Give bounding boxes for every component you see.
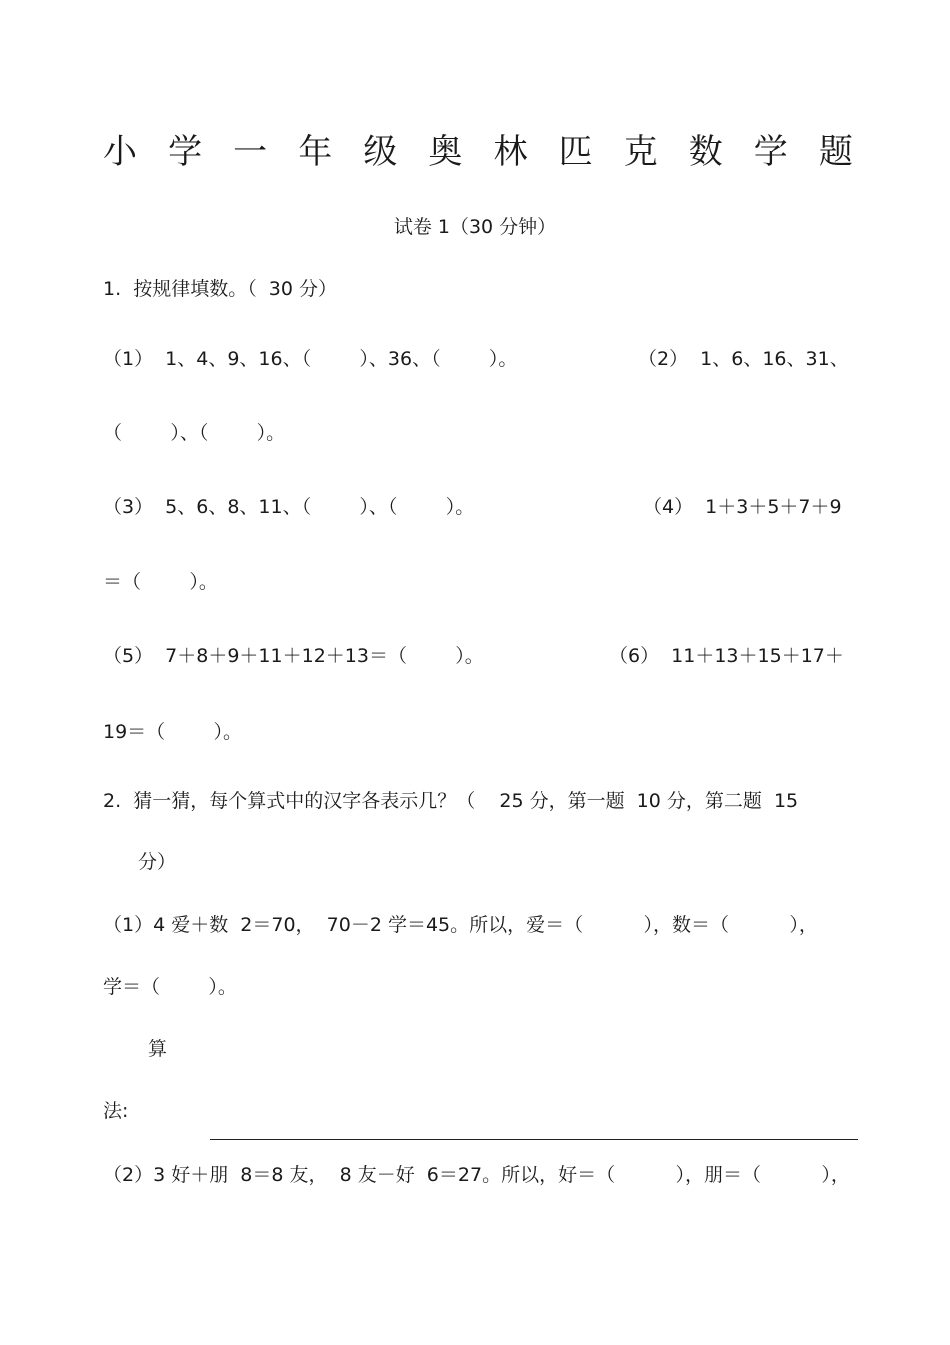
title-char: 级: [363, 132, 398, 172]
q1-item-2-cont: （ ）、（ ）。: [103, 422, 286, 444]
title-char: 学: [168, 132, 203, 172]
page-title: [103, 132, 853, 172]
q1-item-6: （6） 11＋13＋15＋17＋: [609, 645, 844, 667]
q1-item-6-cont: 19＝（ ）。: [103, 721, 242, 743]
q1-item-2: （2） 1、6、16、31、: [638, 348, 849, 370]
q2-heading-cont: 分）: [138, 851, 177, 873]
q2-item-2: （2）3 好＋朋 8＝8 友， 8 友－好 6＝27。所以，好＝（ ），朋＝（ ），: [103, 1164, 850, 1186]
title-char: 题: [818, 132, 853, 172]
exam-subtitle: 试卷 1（30 分钟）: [393, 216, 557, 238]
q1-item-5: （5） 7＋8＋9＋11＋12＋13＝（ ）。: [103, 645, 484, 667]
q1-heading: 1. 按规律填数。（ 30 分）: [103, 278, 338, 300]
title-char: 学: [753, 132, 788, 172]
title-char: 一: [233, 132, 268, 172]
q1-item-4: （4） 1＋3＋5＋7＋9: [643, 496, 842, 518]
method-label-top: 算: [148, 1038, 168, 1060]
title-char: 林: [493, 132, 528, 172]
q1-item-3: （3） 5、6、8、11、（ ）、（ ）。: [103, 496, 475, 518]
q2-item-1-cont: 学＝（ ）。: [103, 976, 237, 998]
q2-heading: 2. 猜一猜，每个算式中的汉字各表示几？（ 25 分，第一题 10 分，第二题 15: [103, 790, 799, 812]
answer-line: [210, 1139, 858, 1140]
method-label-bottom: 法:: [103, 1100, 129, 1122]
q1-item-1: （1） 1、4、9、16、（ ）、36、（ ）。: [103, 348, 518, 370]
q1-item-4-cont: ＝（ ）。: [103, 571, 218, 593]
title-char: 克: [623, 132, 658, 172]
title-char: 数: [688, 132, 723, 172]
q2-item-1: （1）4 爱＋数 2＝70， 70－2 学＝45。所以，爱＝（ ），数＝（ ），: [103, 914, 818, 936]
title-char: 年: [298, 132, 333, 172]
title-char: 匹: [558, 132, 593, 172]
title-char: 小: [103, 132, 137, 172]
title-char: 奥: [428, 132, 463, 172]
